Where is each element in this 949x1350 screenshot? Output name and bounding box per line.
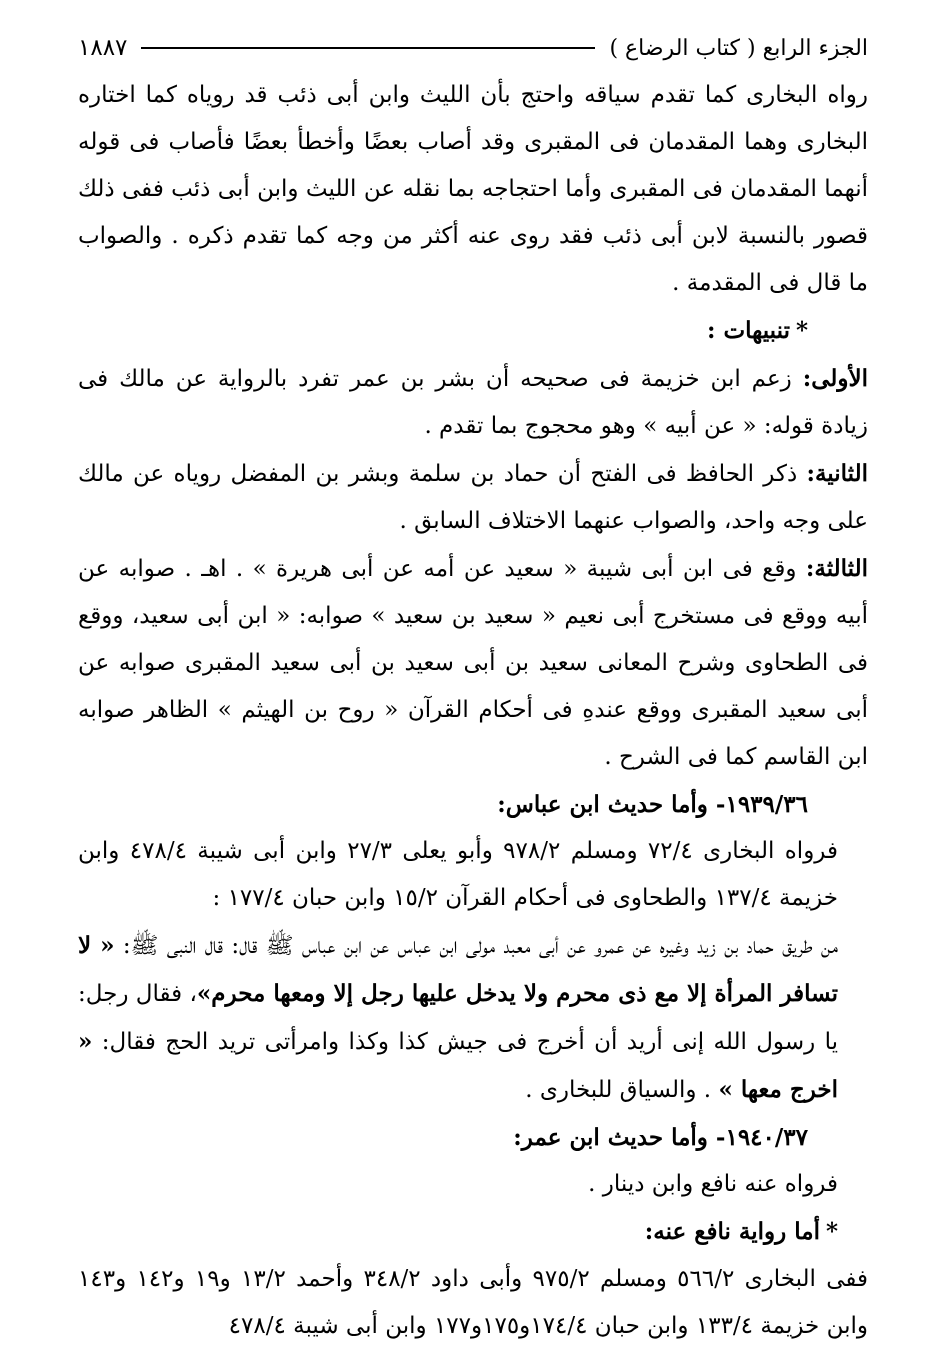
section-ibn-abbas-heading: ١٩٣٩/٣٦- وأما حديث ابن عباس: — [497, 791, 808, 818]
intro-paragraph: رواه البخارى كما تقدم سياقه واحتج بأن الليث وابن أبى ذئب قد روياه كما اختاره البخارى وهما المقدمان فى المقبرى وقد أصاب بعضًا وأخطأ بعضًا فأصاب فى قوله أنهما المقدمان فى المقبرى وأما احتجاجه بما نقله عن الليث وابن أبى ذئب ففى ذلك قصور بالنسبة لابن أبى ذئب فقد روى عنه أكثر من وجه كما تقدم ذكره . والصواب ما قال فى المقدمة . — [78, 82, 868, 296]
note-second-text: ذكر الحافظ فى الفتح أن حماد بن سلمة وبشر بن المفضل روياه عن مالك على وجه واحد، والصواب عنهما الاختلاف السابق . — [78, 461, 868, 534]
hadith-chain: من طريق حماد بن زيد وغيره عن عمرو عن أبى معبد مولى ابن عباس عن ابن عباس ﷺ قال: قال النبى ﷺ: — [114, 933, 839, 959]
header-rule — [141, 47, 595, 49]
notes-heading — [78, 307, 868, 355]
book-page — [78, 28, 868, 1350]
note-third-text: وقع فى ابن أبى شيبة « سعيد عن أمه عن أبى هريرة » . اهـ . صوابه عن أبيه ووقع فى مستخرج أبى نعيم « سعيد بن سعيد » صوابه: « ابن أبى سعيد، ووقع فى الطحاوى وشرح المعانى سعيد بن أبى سعيد بن أبى سعيد المقبرى صوابه عن أبى سعيد المقبرى ووقع عندهِ فى أحكام القرآن « روح بن الهيثم » الظاهر صوابه ابن القاسم كما فى الشرح . — [78, 556, 868, 770]
section-ibn-umar-heading: ١٩٤٠/٣٧- وأما حديث ابن عمر: — [513, 1124, 808, 1151]
note-third — [78, 545, 868, 781]
section-nafi-heading — [78, 1208, 868, 1256]
hadith-text-end: . والسياق للبخارى . — [525, 1077, 719, 1103]
section-ibn-abbas-sources: فرواه البخارى ٧٢/٤ ومسلم ٩٧٨/٢ وأبو يعلى ٢٧/٣ وابن أبى شيبة ٤٧٨/٤ وابن خزيمة ١٣٧/٤ والطحاوى فى أحكام القرآن ١٥/٢ وابن حبان ١٧٧/٤ : — [78, 838, 838, 911]
notes-heading-label: تنبيهات : — [706, 317, 790, 344]
section-nafi-text: ففى البخارى ٥٦٦/٢ ومسلم ٩٧٥/٢ وأبى داود ٣٤٨/٢ وأحمد ١٣/٢ و١٩ و١٤٢ و١٤٣ وابن خزيمة ١٣٣/٤ وابن حبان ١٧٤/٤و١٧٥و١٧٧ وابن أبى شيبة ٤٧٨/٤ — [78, 1266, 868, 1339]
running-title: الجزء الرابع ( كتاب الرضاع ) — [609, 35, 868, 61]
section-ibn-umar-text: فرواه عنه نافع وابن دينار . — [588, 1171, 838, 1197]
star-icon: * — [795, 317, 808, 344]
page-number: ١٨٨٧ — [78, 34, 128, 61]
note-first — [78, 355, 868, 450]
note-first-label: الأولى: — [802, 365, 868, 392]
note-second — [78, 450, 868, 545]
hadith-text-mid: ، فقال رجل: يا رسول الله إنى أريد أن أخرج فى جيش كذا وكذا وامرأتى تريد الحج فقال: — [78, 981, 838, 1055]
hadith-text-bold-2: « اخرج معها » — [78, 1028, 838, 1103]
note-second-label: الثانية: — [806, 460, 868, 487]
hadith-text-bold-1: « لا تسافر المرأة إلا مع ذى محرم ولا يدخل عليها رجل إلا ومعها محرم» — [78, 932, 838, 1007]
star-icon: * — [825, 1218, 838, 1245]
section-nafi-heading-label: أما رواية نافع عنه: — [644, 1218, 820, 1245]
note-first-text: زعم ابن خزيمة فى صحيحه أن بشر بن عمر تفرد بالرواية عن مالك فى زيادة قوله: « عن أبيه » وهو محجوج بما تقدم . — [78, 366, 868, 439]
note-third-label: الثالثة: — [805, 555, 868, 582]
section-ibn-abbas-hadith — [78, 922, 868, 1114]
page-header — [78, 28, 868, 68]
